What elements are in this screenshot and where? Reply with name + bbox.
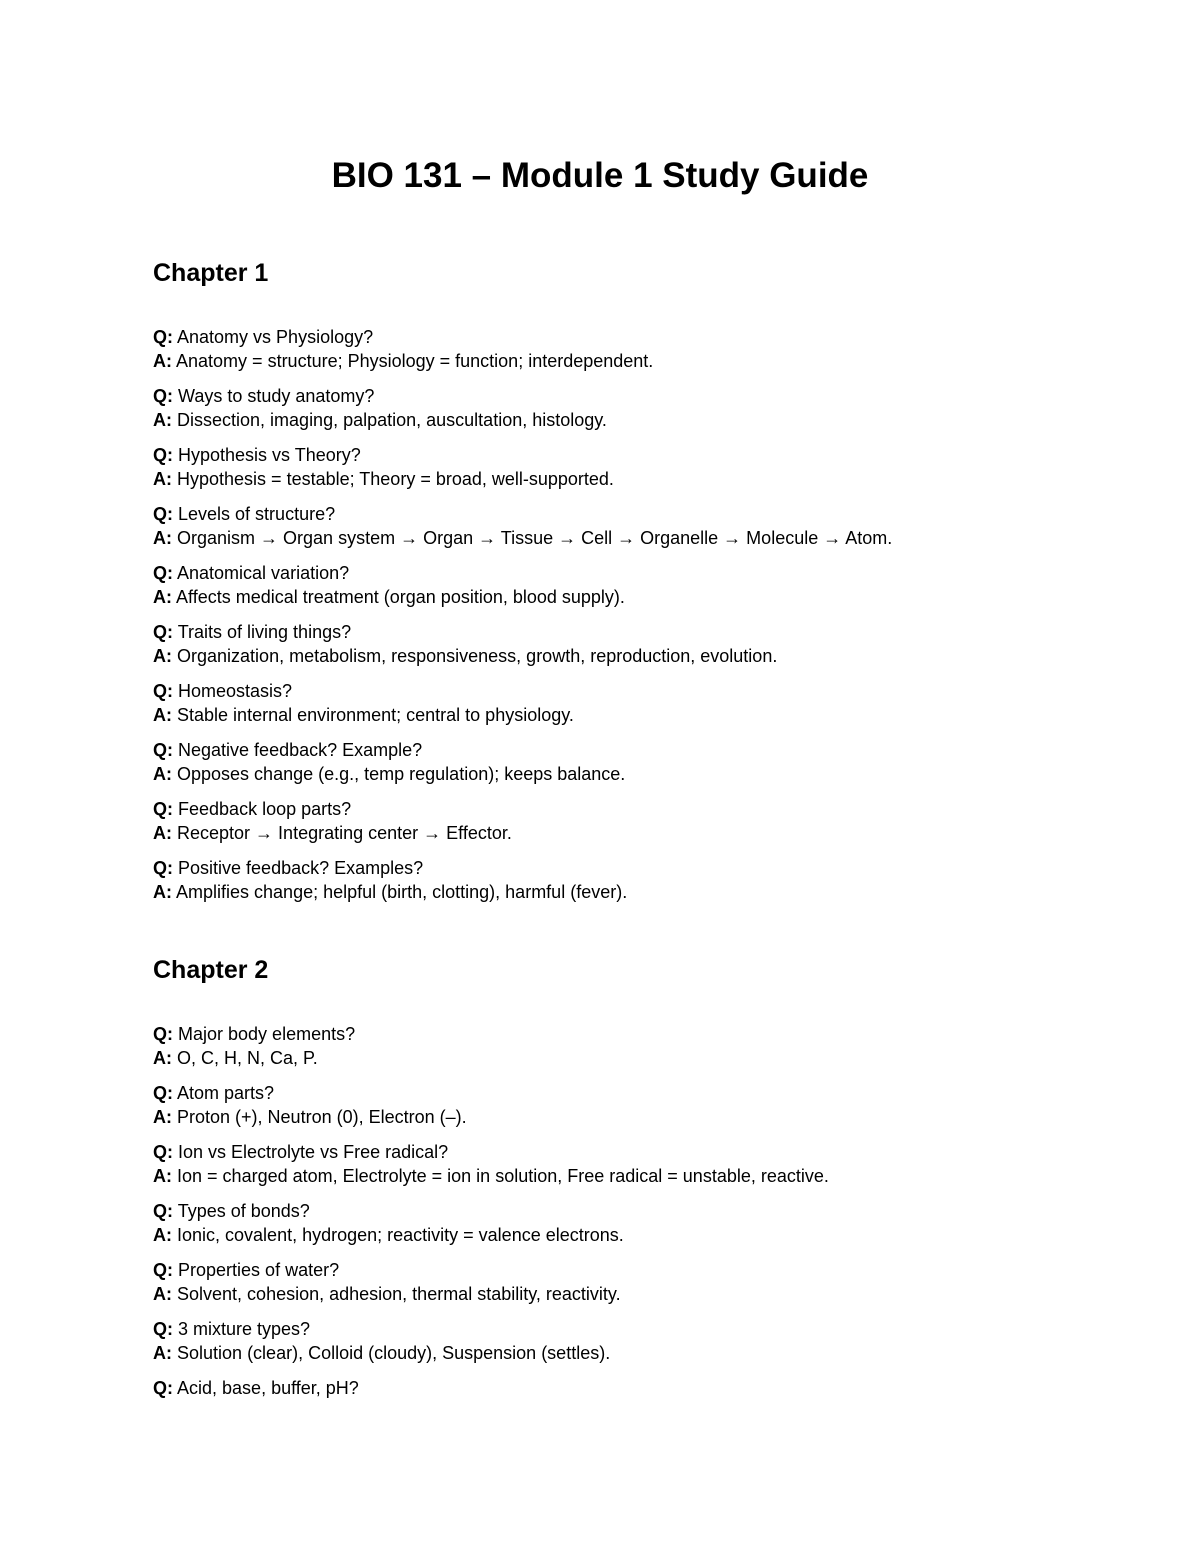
answer-line-label: A: (153, 1284, 172, 1304)
question-text: Ion vs Electrolyte vs Free radical? (178, 1142, 449, 1162)
answer-text: Ionic, covalent, hydrogen; reactivity = valence electrons. (177, 1225, 624, 1245)
question-line-label: Q: (153, 1319, 173, 1339)
question-text: Types of bonds? (177, 1201, 310, 1221)
question-line (153, 1199, 829, 1223)
question-text: Ways to study anatomy? (178, 386, 375, 406)
qa-list (153, 325, 892, 904)
question-line-label: Q: (153, 327, 173, 347)
question-line (153, 384, 892, 408)
document-page (153, 0, 1113, 1553)
question-text: Negative feedback? Example? (178, 740, 423, 760)
answer-line (153, 1341, 829, 1365)
question-text: Acid, base, buffer, pH? (177, 1378, 359, 1398)
question-line-label: Q: (153, 622, 173, 642)
qa-item (153, 325, 892, 373)
qa-item (153, 384, 892, 432)
question-text: Atom parts? (177, 1083, 275, 1103)
answer-text: Amplifies change; helpful (birth, clotting), harmful (fever). (176, 882, 628, 902)
qa-item (153, 561, 892, 609)
qa-item (153, 1317, 829, 1365)
question-text: Anatomy vs Physiology? (177, 327, 374, 347)
qa-item (153, 1022, 829, 1070)
answer-text: Proton (+), Neutron (0), Electron (–). (177, 1107, 467, 1127)
answer-line (153, 880, 892, 904)
question-text: Levels of structure? (178, 504, 336, 524)
answer-line-label: A: (153, 823, 172, 843)
question-line (153, 738, 892, 762)
question-line (153, 620, 892, 644)
qa-item (153, 620, 892, 668)
question-line-label: Q: (153, 445, 173, 465)
question-line-label: Q: (153, 1142, 173, 1162)
answer-text: Anatomy = structure; Physiology = function; interdependent. (176, 351, 654, 371)
question-text: Anatomical variation? (177, 563, 350, 583)
qa-list (153, 1022, 829, 1400)
answer-line-label: A: (153, 469, 172, 489)
answer-text: Solution (clear), Colloid (cloudy), Suspension (settles). (177, 1343, 611, 1363)
question-line-label: Q: (153, 1024, 173, 1044)
qa-item (153, 1258, 829, 1306)
question-line-label: Q: (153, 1260, 173, 1280)
answer-text: Hypothesis = testable; Theory = broad, well-supported. (177, 469, 614, 489)
answer-line (153, 762, 892, 786)
question-text: Traits of living things? (177, 622, 352, 642)
question-line (153, 797, 892, 821)
question-line (153, 561, 892, 585)
answer-line (153, 585, 892, 609)
answer-line-label: A: (153, 1225, 172, 1245)
question-text: 3 mixture types? (178, 1319, 311, 1339)
answer-line (153, 1164, 829, 1188)
qa-item (153, 1140, 829, 1188)
answer-line (153, 349, 892, 373)
answer-line (153, 703, 892, 727)
answer-text: Affects medical treatment (organ position, blood supply). (176, 587, 625, 607)
answer-line (153, 1223, 829, 1247)
answer-line (153, 526, 892, 550)
qa-item (153, 502, 892, 550)
question-line-label: Q: (153, 740, 173, 760)
answer-line (153, 1046, 829, 1070)
chapter-section (153, 256, 892, 915)
question-text: Positive feedback? Examples? (178, 858, 424, 878)
answer-text: Receptor → Integrating center → Effector. (177, 823, 512, 843)
question-text: Hypothesis vs Theory? (178, 445, 361, 465)
qa-item (153, 1376, 829, 1400)
answer-text: Stable internal environment; central to physiology. (177, 705, 574, 725)
answer-line (153, 1282, 829, 1306)
qa-item (153, 443, 892, 491)
qa-item (153, 738, 892, 786)
question-line (153, 325, 892, 349)
chapter-heading: Chapter 2 (153, 956, 269, 984)
answer-line-label: A: (153, 764, 172, 784)
answer-line-label: A: (153, 882, 172, 902)
answer-line-label: A: (153, 646, 172, 666)
question-line (153, 443, 892, 467)
answer-line (153, 467, 892, 491)
qa-item (153, 679, 892, 727)
document-title: BIO 131 – Module 1 Study Guide (331, 156, 869, 195)
question-line-label: Q: (153, 1378, 173, 1398)
question-line-label: Q: (153, 858, 173, 878)
answer-text: Opposes change (e.g., temp regulation); keeps balance. (177, 764, 626, 784)
question-line (153, 1140, 829, 1164)
answer-text: Organism → Organ system → Organ → Tissue → Cell → Organelle → Molecule → Atom. (177, 528, 893, 548)
answer-text: Organization, metabolism, responsiveness, growth, reproduction, evolution. (177, 646, 778, 666)
answer-line-label: A: (153, 1107, 172, 1127)
question-line-label: Q: (153, 1083, 173, 1103)
qa-item (153, 856, 892, 904)
chapter-section (153, 953, 829, 1411)
answer-text: Ion = charged atom, Electrolyte = ion in solution, Free radical = unstable, reactive. (177, 1166, 829, 1186)
answer-line-label: A: (153, 587, 172, 607)
question-text: Properties of water? (178, 1260, 340, 1280)
question-text: Major body elements? (178, 1024, 356, 1044)
question-line (153, 1022, 829, 1046)
answer-line-label: A: (153, 528, 172, 548)
qa-item (153, 1199, 829, 1247)
question-line (153, 502, 892, 526)
qa-item (153, 1081, 829, 1129)
answer-line-label: A: (153, 705, 172, 725)
answer-line-label: A: (153, 351, 172, 371)
answer-line-label: A: (153, 1343, 172, 1363)
answer-text: O, C, H, N, Ca, P. (177, 1048, 318, 1068)
answer-text: Solvent, cohesion, adhesion, thermal stability, reactivity. (177, 1284, 621, 1304)
question-line-label: Q: (153, 1201, 173, 1221)
question-text: Feedback loop parts? (178, 799, 352, 819)
question-line (153, 856, 892, 880)
answer-text: Dissection, imaging, palpation, auscultation, histology. (177, 410, 607, 430)
answer-line-label: A: (153, 1048, 172, 1068)
question-line (153, 1258, 829, 1282)
question-line (153, 1317, 829, 1341)
answer-line (153, 408, 892, 432)
question-line (153, 1376, 829, 1400)
answer-line-label: A: (153, 1166, 172, 1186)
question-line-label: Q: (153, 799, 173, 819)
answer-line (153, 1105, 829, 1129)
question-line-label: Q: (153, 386, 173, 406)
question-line-label: Q: (153, 504, 173, 524)
question-text: Homeostasis? (178, 681, 293, 701)
qa-item (153, 797, 892, 845)
chapter-heading: Chapter 1 (153, 259, 269, 287)
question-line-label: Q: (153, 681, 173, 701)
answer-line (153, 821, 892, 845)
answer-line (153, 644, 892, 668)
question-line (153, 679, 892, 703)
question-line-label: Q: (153, 563, 173, 583)
answer-line-label: A: (153, 410, 172, 430)
question-line (153, 1081, 829, 1105)
